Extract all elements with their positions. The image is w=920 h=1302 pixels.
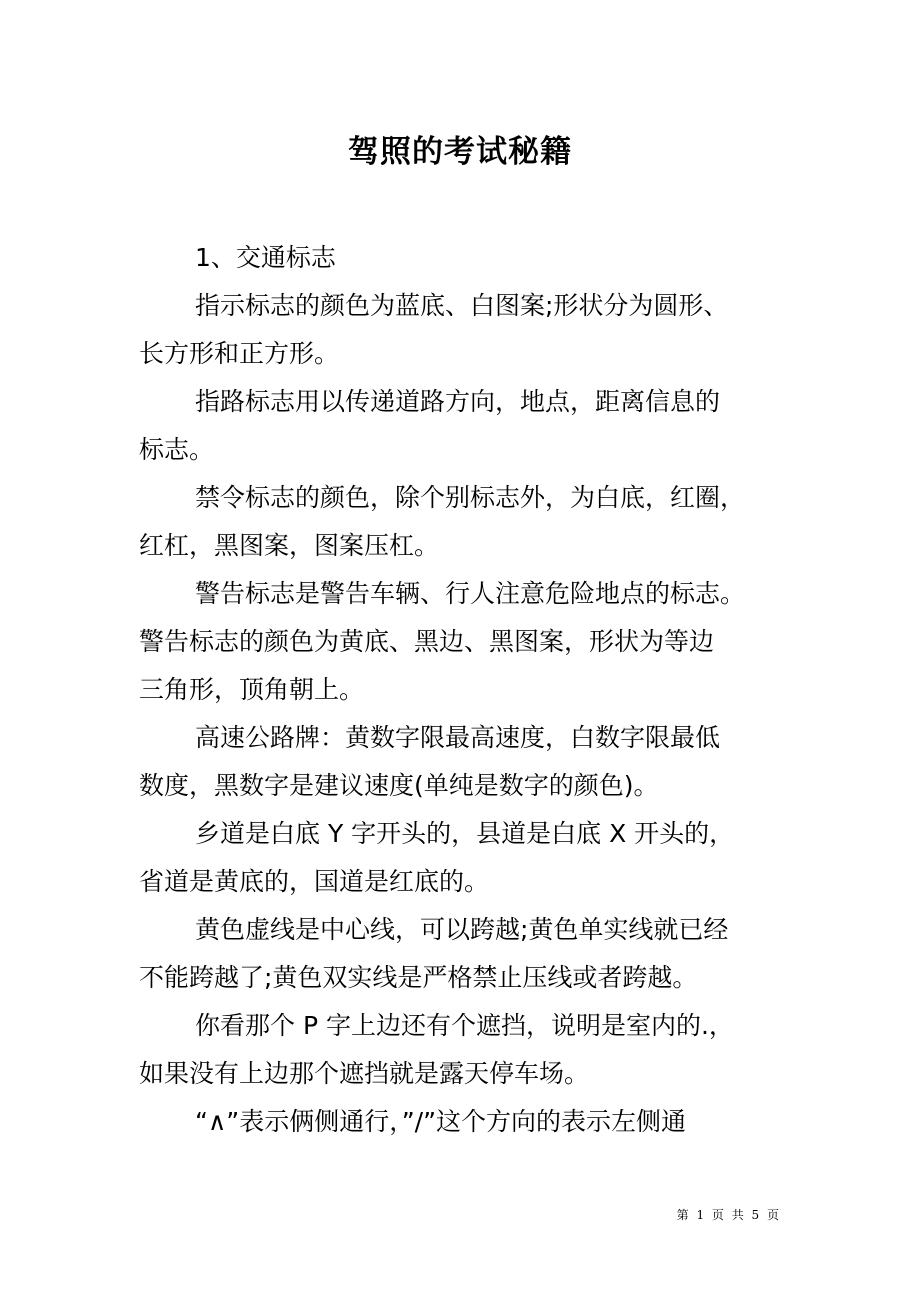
paragraph-direction-arrows: “∧”表示俩侧通行，”/”这个方向的表示左侧通 <box>195 1107 687 1136</box>
document-body <box>139 234 799 1146</box>
page-number-footer: 第 1 页 共 5 页 <box>676 1208 781 1222</box>
paragraph-expressway-signs: 高速公路牌：黄数字限最高速度，白数字限最低 数度，黑数字是建议速度(单纯是数字的颜色)。 <box>139 723 721 800</box>
paragraph-prohibition-signs: 禁令标志的颜色，除个别标志外，为白底，红圈， 红杠，黑图案，图案压杠。 <box>139 483 746 560</box>
paragraph-yellow-lines: 黄色虚线是中心线，可以跨越;黄色单实线就已经 不能跨越了;黄色双实线是严格禁止压线或者跨越。 <box>139 915 729 992</box>
paragraph-road-classes: 乡道是白底 Y 字开头的，县道是白底 X 开头的， 省道是黄底的，国道是红底的。 <box>139 819 735 896</box>
paragraph-parking-sign: 你看那个 P 字上边还有个遮挡，说明是室内的.， 如果没有上边那个遮挡就是露天停车场。 <box>139 1011 734 1088</box>
paragraph-indication-signs: 指示标志的颜色为蓝底、白图案;形状分为圆形、 长方形和正方形。 <box>139 291 729 368</box>
document-title: 驾照的考试秘籍 <box>348 134 572 170</box>
paragraph-warning-signs: 警告标志是警告车辆、行人注意危险地点的标志。 警告标志的颜色为黄底、黑边、黑图案，形状为等边 三角形，顶角朝上。 <box>139 579 746 704</box>
paragraph-heading-traffic-signs: 1、交通标志 <box>195 243 336 272</box>
paragraph-guide-signs: 指路标志用以传递道路方向，地点，距离信息的 标志。 <box>139 387 721 464</box>
